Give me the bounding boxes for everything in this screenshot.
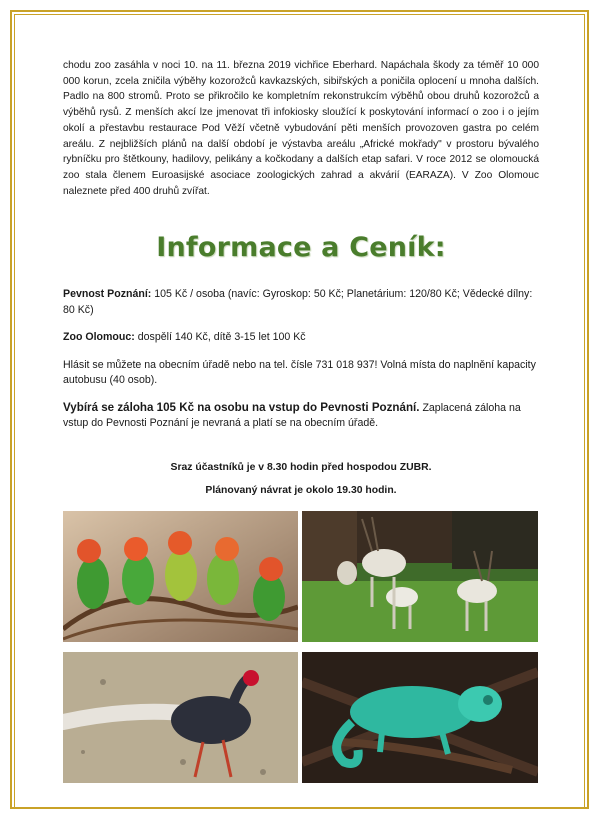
deposit-text: Zaplacená záloha na vstup do Pevnosti Poznání je nevraná a platí se na obecním úřadě. [63, 401, 521, 430]
info-heading: Informace a Ceník: [156, 232, 446, 264]
price-zoo-label: Zoo Olomouc: [63, 331, 135, 344]
photo-pheasant [63, 652, 298, 783]
photo-lovebirds [63, 511, 298, 642]
photo-antelopes [302, 511, 538, 642]
intro-paragraph: chodu zoo zasáhla v noci 10. na 11. března 2019 vichřice Eberhard. Napáchala škody za téměř 10 000 000 korun, zcela zničila výběhy kozorožců kavkazských, sibiřských a poničila oplocení u mnoha dalších. Padlo na 800 stromů. Proto se přikročilo ke kompletním rekonstrukcím výběhů obou druhů kozorožců a výběhů rysů. Z menších akcí lze jmenovat tři infokiosky sloužící k poskytování informací o zoo i o jejím okolí a přestavbu restaurace Pod Věží včetně vybudování pěti menších provozoven gastra po celém areálu. Z nejbližších plánů na další období je výstavba areálu „Africké mokřady" v prostoru bývalého rybníčku pro štětkouny, hadilovy, pelikány a kočkodany a dalších etap safari. V roce 2012 se olomoucká zoo stala členem Euroasijské asociace zoologických zahrad a akvárií (EARAZA). V Zoo Olomouc naleznete před 400 druhů zvířat. [63, 60, 539, 197]
price-pevnost-label: Pevnost Poznání: [63, 288, 152, 301]
price-zoo-text: dospělí 140 Kč, dítě 3-15 let 100 Kč [134, 331, 306, 344]
return-line: Plánovaný návrat je okolo 19.30 hodin. [205, 484, 397, 496]
meeting-line: Sraz účastníků je v 8.30 hodin před hospodou ZUBR. [170, 461, 432, 473]
document-content [63, 58, 539, 496]
deposit-paragraph [63, 400, 539, 432]
signup-paragraph: Hlásit se můžete na obecním úřadě nebo na tel. čísle 731 018 937! Volná místa do naplnění kapacity autobusu (40 osob). [63, 358, 536, 387]
photo-chameleon [302, 652, 538, 783]
deposit-lead: Vybírá se záloha 105 Kč na osobu na vstup do Pevnosti Poznání. [63, 400, 420, 414]
price-pevnost [63, 287, 539, 318]
price-zoo [63, 330, 539, 346]
price-pevnost-text: 105 Kč / osoba (navíc: Gyroskop: 50 Kč; Planetárium: 120/80 Kč; Vědecké dílny: 80 Kč) [63, 288, 533, 316]
